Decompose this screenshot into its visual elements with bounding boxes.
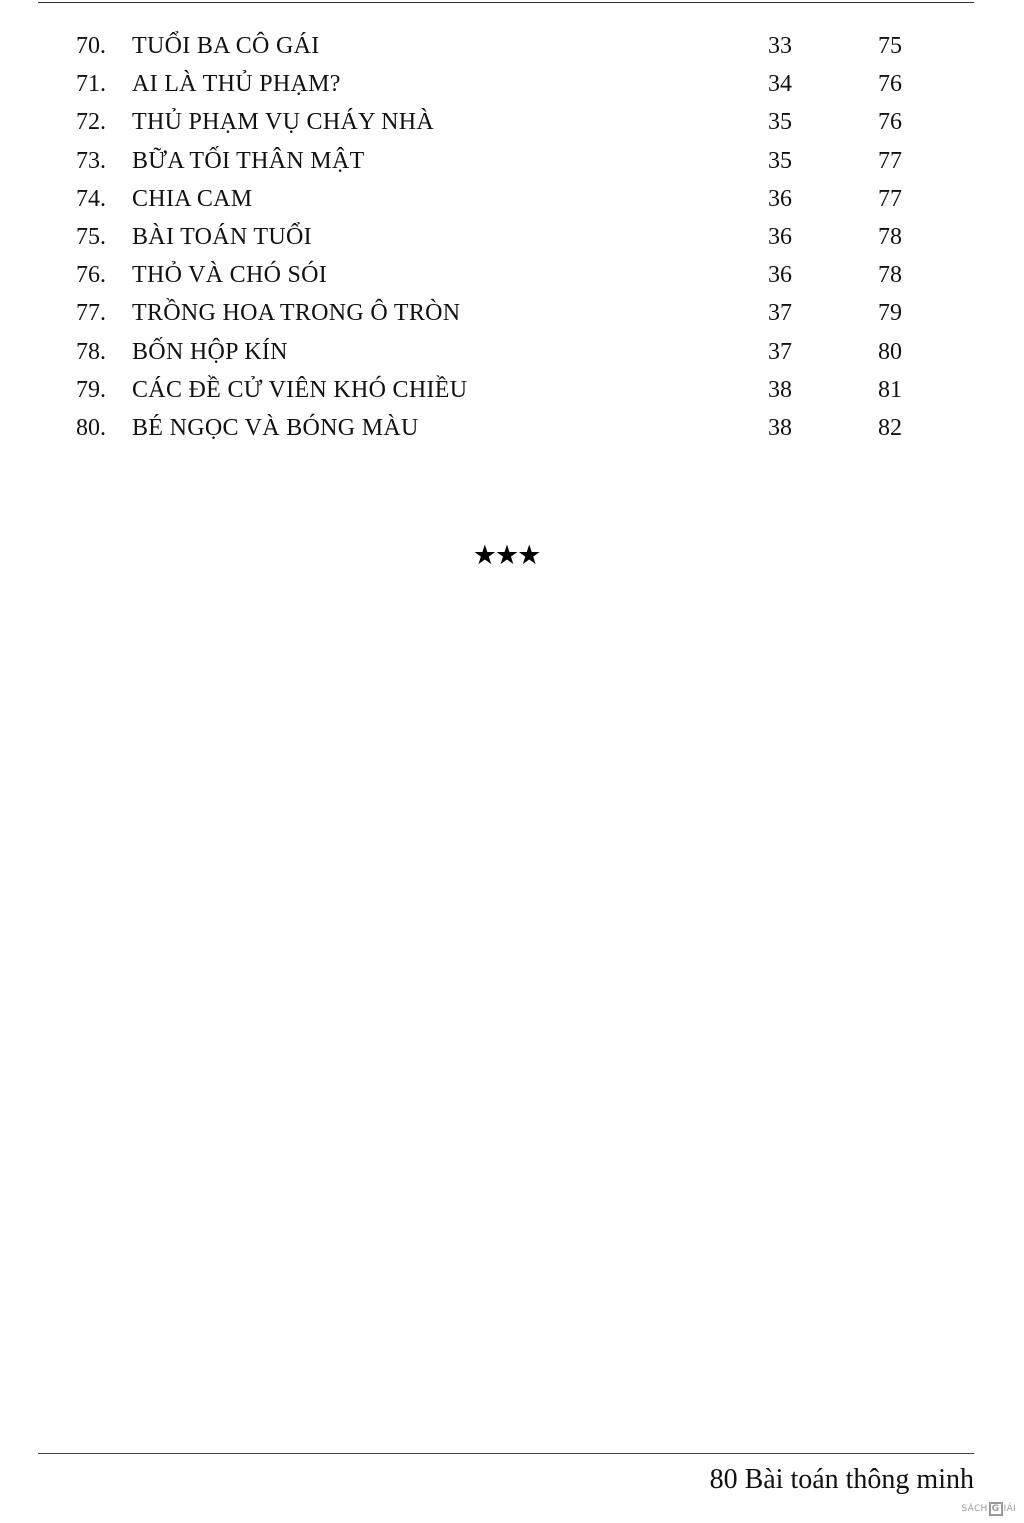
toc-row-solution-page: 76 [878, 71, 902, 98]
toc-row-solution-page: 75 [878, 33, 902, 59]
toc-row-problem-page: 36 [768, 223, 792, 250]
toc-row-title: THỦ PHẠM VỤ CHÁY NHÀ [132, 109, 435, 136]
toc-row-solution-page: 81 [878, 376, 902, 403]
toc-row-title: TRỒNG HOA TRONG Ô TRÒN [132, 300, 461, 327]
toc-row-number: 77. [76, 300, 106, 327]
toc-row-title: CÁC ĐỀ CỬ VIÊN KHÓ CHIỀU [132, 376, 468, 403]
toc-row-number: 72. [76, 109, 106, 136]
toc-row-problem-page: 34 [768, 71, 792, 98]
toc-row-title: TUỔI BA CÔ GÁI [132, 33, 320, 59]
toc-row-number: 74. [76, 185, 106, 212]
toc-row [0, 180, 1024, 218]
toc-row-title: CHIA CAM [132, 185, 253, 212]
toc-row-number: 70. [76, 33, 106, 59]
toc-row [0, 256, 1024, 294]
toc-row [0, 103, 1024, 141]
toc-row-solution-page: 76 [878, 109, 902, 136]
toc-row-solution-page: 82 [878, 414, 902, 441]
toc-row-problem-page: 36 [768, 262, 792, 289]
toc-row-title: BÉ NGỌC VÀ BÓNG MÀU [132, 414, 419, 441]
toc-row-number: 78. [76, 338, 106, 365]
toc-row-title: THỎ VÀ CHÓ SÓI [132, 262, 328, 289]
toc-row-number: 80. [76, 414, 106, 441]
toc-row [0, 371, 1024, 409]
top-divider [38, 2, 974, 3]
toc-row [0, 294, 1024, 332]
toc-row [0, 333, 1024, 371]
toc-row [0, 409, 1024, 447]
watermark-text-left: SÁCH [961, 1504, 988, 1514]
toc-row-title: AI LÀ THỦ PHẠM? [132, 71, 341, 98]
toc-row [0, 27, 1024, 65]
watermark-text-right: IẢI [1003, 1504, 1016, 1514]
toc-row-solution-page: 78 [878, 223, 902, 250]
footer-divider [38, 1453, 974, 1454]
toc-row-problem-page: 33 [768, 33, 792, 59]
toc-row-number: 75. [76, 223, 106, 250]
toc-row-title: BỮA TỐI THÂN MẬT [132, 147, 365, 174]
section-separator-stars: ★★★ [472, 540, 540, 571]
toc-row-title: BÀI TOÁN TUỔI [132, 223, 312, 250]
toc-row-number: 79. [76, 376, 106, 403]
toc-row-solution-page: 79 [878, 300, 902, 327]
toc-row-number: 73. [76, 147, 106, 174]
toc-row-problem-page: 36 [768, 185, 792, 212]
toc-row-problem-page: 37 [768, 300, 792, 327]
watermark-box-letter: G [989, 1502, 1003, 1516]
toc-row-problem-page: 38 [768, 376, 792, 403]
toc-row-solution-page: 78 [878, 262, 902, 289]
toc-row-solution-page: 80 [878, 338, 902, 365]
toc-row-solution-page: 77 [878, 185, 902, 212]
toc-row-number: 76. [76, 262, 106, 289]
toc-row-problem-page: 38 [768, 414, 792, 441]
toc-row-number: 71. [76, 71, 106, 98]
toc-row-problem-page: 35 [768, 109, 792, 136]
toc-row-problem-page: 37 [768, 338, 792, 365]
toc-row [0, 142, 1024, 180]
table-of-contents [0, 27, 1024, 447]
toc-row-title: BỐN HỘP KÍN [132, 338, 288, 365]
footer-book-title: 80 Bài toán thông minh [709, 1464, 974, 1495]
toc-row [0, 218, 1024, 256]
watermark-logo [961, 1499, 1016, 1519]
toc-row [0, 65, 1024, 103]
toc-row-problem-page: 35 [768, 147, 792, 174]
toc-row-solution-page: 77 [878, 147, 902, 174]
